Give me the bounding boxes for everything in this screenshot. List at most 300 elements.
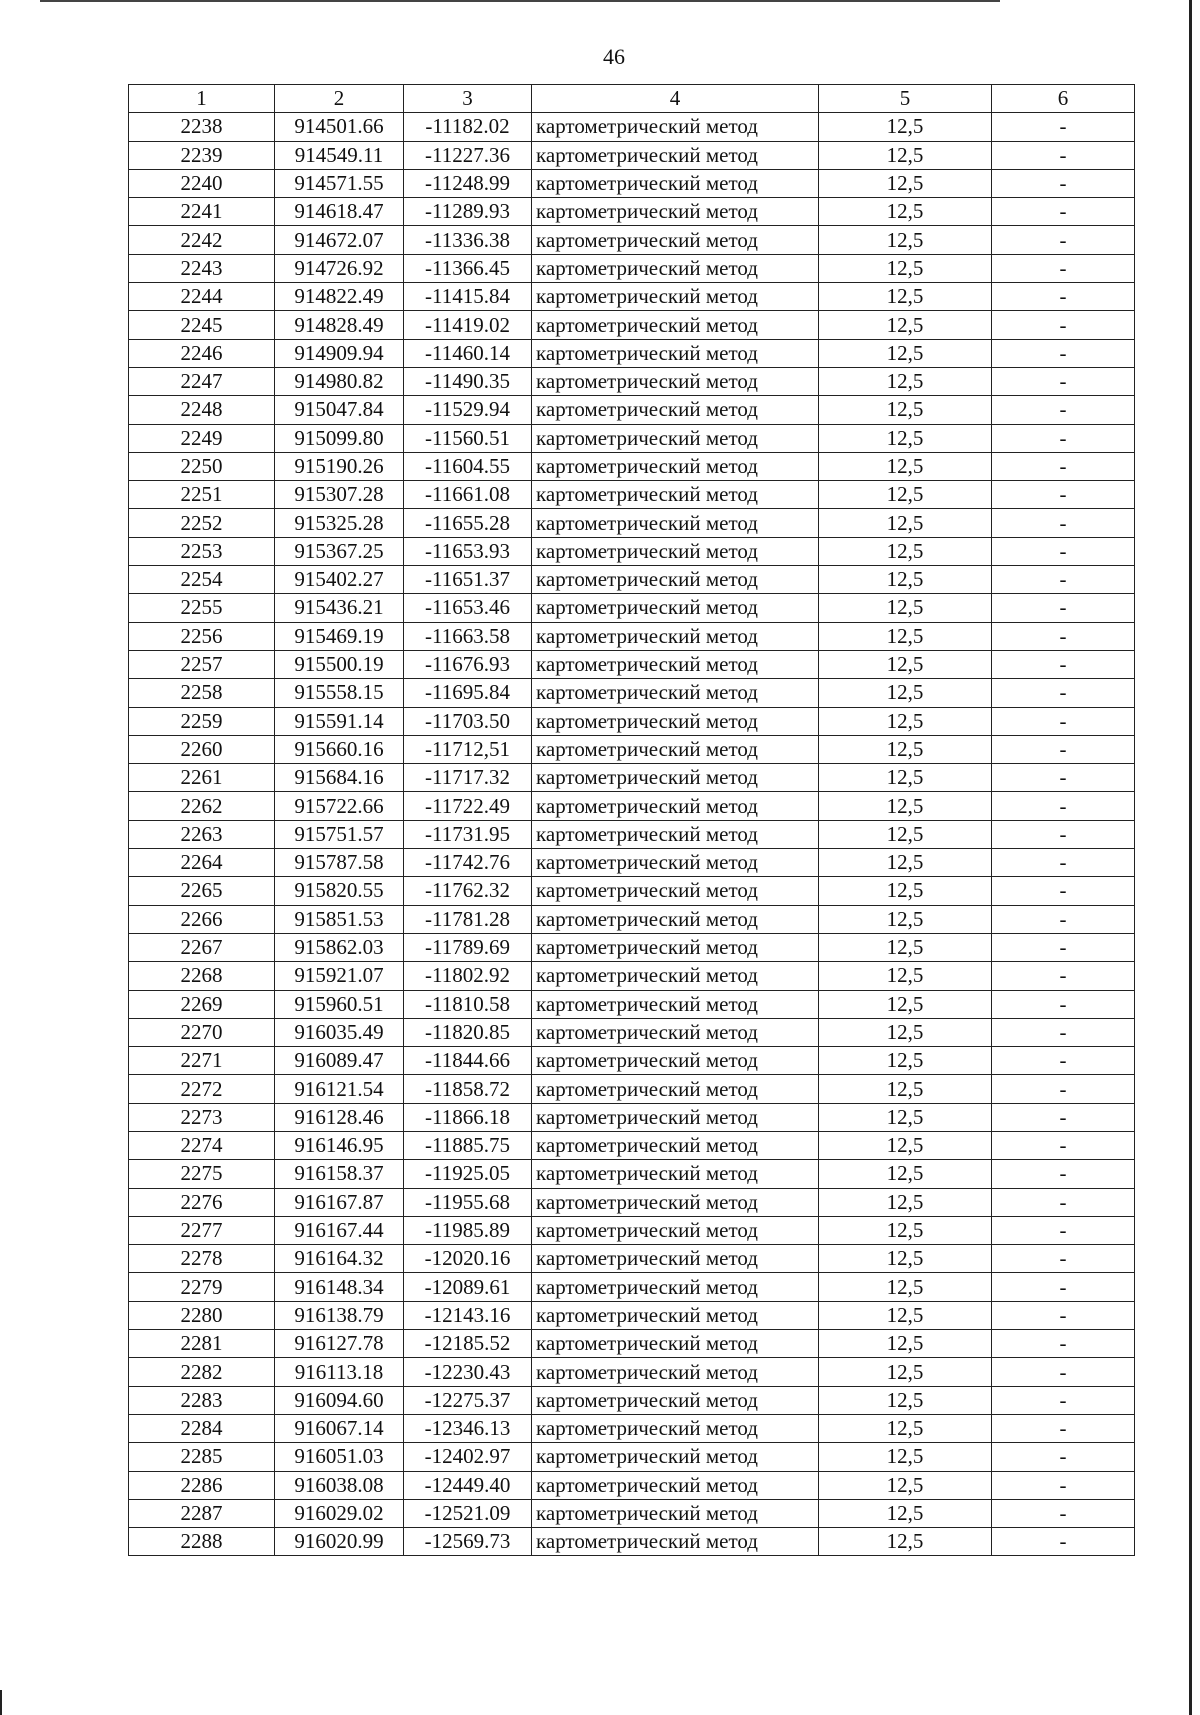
accuracy-cell: 12,5 (819, 1301, 992, 1329)
description-cell: - (992, 962, 1135, 990)
method-cell: картометрический метод (532, 735, 819, 763)
method-cell: картометрический метод (532, 367, 819, 395)
accuracy-cell: 12,5 (819, 764, 992, 792)
table-row (129, 1528, 1135, 1556)
accuracy-cell: 12,5 (819, 933, 992, 961)
point-number-cell: 2274 (129, 1131, 275, 1159)
method-cell: картометрический метод (532, 679, 819, 707)
x-coordinate-cell: 916164.32 (275, 1245, 404, 1273)
description-cell: - (992, 735, 1135, 763)
y-coordinate-cell: -11844.66 (404, 1047, 532, 1075)
y-coordinate-cell: -11810.58 (404, 990, 532, 1018)
table-row (129, 1160, 1135, 1188)
table-row (129, 1499, 1135, 1527)
method-cell: картометрический метод (532, 509, 819, 537)
table-row (129, 962, 1135, 990)
description-cell: - (992, 1386, 1135, 1414)
table-row (129, 990, 1135, 1018)
scan-edge-right (1189, 0, 1192, 1715)
table-row (129, 1414, 1135, 1442)
point-number-cell: 2239 (129, 141, 275, 169)
method-cell: картометрический метод (532, 113, 819, 141)
method-cell: картометрический метод (532, 1273, 819, 1301)
accuracy-cell: 12,5 (819, 962, 992, 990)
table-row (129, 1330, 1135, 1358)
description-cell: - (992, 905, 1135, 933)
table-row (129, 594, 1135, 622)
table-row (129, 452, 1135, 480)
y-coordinate-cell: -11651.37 (404, 566, 532, 594)
accuracy-cell: 12,5 (819, 339, 992, 367)
x-coordinate-cell: 915862.03 (275, 933, 404, 961)
description-cell: - (992, 990, 1135, 1018)
description-cell: - (992, 1499, 1135, 1527)
x-coordinate-cell: 916089.47 (275, 1047, 404, 1075)
y-coordinate-cell: -11460.14 (404, 339, 532, 367)
x-coordinate-cell: 916051.03 (275, 1443, 404, 1471)
method-cell: картометрический метод (532, 1330, 819, 1358)
table-row (129, 509, 1135, 537)
accuracy-cell: 12,5 (819, 1103, 992, 1131)
point-number-cell: 2281 (129, 1330, 275, 1358)
table-row (129, 141, 1135, 169)
description-cell: - (992, 1301, 1135, 1329)
description-cell: - (992, 113, 1135, 141)
accuracy-cell: 12,5 (819, 481, 992, 509)
description-cell: - (992, 367, 1135, 395)
y-coordinate-cell: -11722.49 (404, 792, 532, 820)
y-coordinate-cell: -12275.37 (404, 1386, 532, 1414)
accuracy-cell: 12,5 (819, 1131, 992, 1159)
method-cell: картометрический метод (532, 820, 819, 848)
table-row (129, 764, 1135, 792)
y-coordinate-cell: -11695.84 (404, 679, 532, 707)
point-number-cell: 2278 (129, 1245, 275, 1273)
description-cell: - (992, 339, 1135, 367)
method-cell: картометрический метод (532, 1216, 819, 1244)
method-cell: картометрический метод (532, 849, 819, 877)
y-coordinate-cell: -12449.40 (404, 1471, 532, 1499)
x-coordinate-cell: 916067.14 (275, 1414, 404, 1442)
y-coordinate-cell: -11529.94 (404, 396, 532, 424)
method-cell: картометрический метод (532, 452, 819, 480)
table-row (129, 1075, 1135, 1103)
table-row (129, 735, 1135, 763)
x-coordinate-cell: 915500.19 (275, 650, 404, 678)
y-coordinate-cell: -11820.85 (404, 1018, 532, 1046)
method-cell: картометрический метод (532, 1103, 819, 1131)
table-row (129, 396, 1135, 424)
point-number-cell: 2265 (129, 877, 275, 905)
x-coordinate-cell: 916029.02 (275, 1499, 404, 1527)
point-number-cell: 2247 (129, 367, 275, 395)
x-coordinate-cell: 916128.46 (275, 1103, 404, 1131)
y-coordinate-cell: -11663.58 (404, 622, 532, 650)
method-cell: картометрический метод (532, 566, 819, 594)
method-cell: картометрический метод (532, 424, 819, 452)
accuracy-cell: 12,5 (819, 820, 992, 848)
description-cell: - (992, 679, 1135, 707)
description-cell: - (992, 650, 1135, 678)
accuracy-cell: 12,5 (819, 509, 992, 537)
x-coordinate-cell: 916094.60 (275, 1386, 404, 1414)
table-row (129, 877, 1135, 905)
point-number-cell: 2248 (129, 396, 275, 424)
table-row (129, 311, 1135, 339)
column-header: 3 (404, 85, 532, 113)
table-row (129, 198, 1135, 226)
description-cell: - (992, 169, 1135, 197)
table-row (129, 1471, 1135, 1499)
description-cell: - (992, 226, 1135, 254)
method-cell: картометрический метод (532, 1188, 819, 1216)
accuracy-cell: 12,5 (819, 707, 992, 735)
x-coordinate-cell: 915190.26 (275, 452, 404, 480)
y-coordinate-cell: -12020.16 (404, 1245, 532, 1273)
description-cell: - (992, 1330, 1135, 1358)
point-number-cell: 2284 (129, 1414, 275, 1442)
description-cell: - (992, 1216, 1135, 1244)
accuracy-cell: 12,5 (819, 396, 992, 424)
y-coordinate-cell: -11802.92 (404, 962, 532, 990)
y-coordinate-cell: -11653.46 (404, 594, 532, 622)
accuracy-cell: 12,5 (819, 1018, 992, 1046)
point-number-cell: 2267 (129, 933, 275, 961)
column-header: 6 (992, 85, 1135, 113)
x-coordinate-cell: 915921.07 (275, 962, 404, 990)
method-cell: картометрический метод (532, 339, 819, 367)
accuracy-cell: 12,5 (819, 735, 992, 763)
point-number-cell: 2276 (129, 1188, 275, 1216)
method-cell: картометрический метод (532, 1075, 819, 1103)
y-coordinate-cell: -12402.97 (404, 1443, 532, 1471)
accuracy-cell: 12,5 (819, 1047, 992, 1075)
method-cell: картометрический метод (532, 990, 819, 1018)
description-cell: - (992, 1188, 1135, 1216)
accuracy-cell: 12,5 (819, 367, 992, 395)
point-number-cell: 2288 (129, 1528, 275, 1556)
method-cell: картометрический метод (532, 198, 819, 226)
y-coordinate-cell: -11858.72 (404, 1075, 532, 1103)
accuracy-cell: 12,5 (819, 311, 992, 339)
x-coordinate-cell: 916167.44 (275, 1216, 404, 1244)
x-coordinate-cell: 916138.79 (275, 1301, 404, 1329)
accuracy-cell: 12,5 (819, 1443, 992, 1471)
table-row (129, 1245, 1135, 1273)
description-cell: - (992, 452, 1135, 480)
method-cell: картометрический метод (532, 1047, 819, 1075)
accuracy-cell: 12,5 (819, 1188, 992, 1216)
y-coordinate-cell: -11731.95 (404, 820, 532, 848)
point-number-cell: 2263 (129, 820, 275, 848)
point-number-cell: 2255 (129, 594, 275, 622)
y-coordinate-cell: -11419.02 (404, 311, 532, 339)
point-number-cell: 2259 (129, 707, 275, 735)
x-coordinate-cell: 915851.53 (275, 905, 404, 933)
accuracy-cell: 12,5 (819, 254, 992, 282)
accuracy-cell: 12,5 (819, 169, 992, 197)
method-cell: картометрический метод (532, 962, 819, 990)
table-row (129, 1301, 1135, 1329)
method-cell: картометрический метод (532, 481, 819, 509)
table-row (129, 1358, 1135, 1386)
point-number-cell: 2256 (129, 622, 275, 650)
method-cell: картометрический метод (532, 1443, 819, 1471)
point-number-cell: 2261 (129, 764, 275, 792)
description-cell: - (992, 820, 1135, 848)
point-number-cell: 2258 (129, 679, 275, 707)
table-row (129, 566, 1135, 594)
x-coordinate-cell: 915367.25 (275, 537, 404, 565)
y-coordinate-cell: -12230.43 (404, 1358, 532, 1386)
method-cell: картометрический метод (532, 311, 819, 339)
method-cell: картометрический метод (532, 396, 819, 424)
point-number-cell: 2242 (129, 226, 275, 254)
method-cell: картометрический метод (532, 283, 819, 311)
accuracy-cell: 12,5 (819, 1528, 992, 1556)
point-number-cell: 2287 (129, 1499, 275, 1527)
description-cell: - (992, 622, 1135, 650)
point-number-cell: 2260 (129, 735, 275, 763)
y-coordinate-cell: -11490.35 (404, 367, 532, 395)
point-number-cell: 2283 (129, 1386, 275, 1414)
description-cell: - (992, 1131, 1135, 1159)
point-number-cell: 2243 (129, 254, 275, 282)
x-coordinate-cell: 916158.37 (275, 1160, 404, 1188)
x-coordinate-cell: 915591.14 (275, 707, 404, 735)
column-header: 4 (532, 85, 819, 113)
description-cell: - (992, 1245, 1135, 1273)
table-row (129, 622, 1135, 650)
y-coordinate-cell: -11227.36 (404, 141, 532, 169)
scan-edge-left (0, 1690, 2, 1715)
y-coordinate-cell: -11985.89 (404, 1216, 532, 1244)
x-coordinate-cell: 916127.78 (275, 1330, 404, 1358)
method-cell: картометрический метод (532, 1499, 819, 1527)
method-cell: картометрический метод (532, 254, 819, 282)
accuracy-cell: 12,5 (819, 1471, 992, 1499)
description-cell: - (992, 933, 1135, 961)
description-cell: - (992, 509, 1135, 537)
description-cell: - (992, 1103, 1135, 1131)
x-coordinate-cell: 915099.80 (275, 424, 404, 452)
y-coordinate-cell: -11366.45 (404, 254, 532, 282)
method-cell: картометрический метод (532, 1131, 819, 1159)
y-coordinate-cell: -11182.02 (404, 113, 532, 141)
method-cell: картометрический метод (532, 169, 819, 197)
accuracy-cell: 12,5 (819, 905, 992, 933)
x-coordinate-cell: 914828.49 (275, 311, 404, 339)
x-coordinate-cell: 914726.92 (275, 254, 404, 282)
table-row (129, 679, 1135, 707)
y-coordinate-cell: -12346.13 (404, 1414, 532, 1442)
column-header: 2 (275, 85, 404, 113)
accuracy-cell: 12,5 (819, 1330, 992, 1358)
x-coordinate-cell: 916035.49 (275, 1018, 404, 1046)
y-coordinate-cell: -12143.16 (404, 1301, 532, 1329)
x-coordinate-cell: 916148.34 (275, 1273, 404, 1301)
accuracy-cell: 12,5 (819, 849, 992, 877)
accuracy-cell: 12,5 (819, 877, 992, 905)
x-coordinate-cell: 914571.55 (275, 169, 404, 197)
table-row (129, 169, 1135, 197)
description-cell: - (992, 1358, 1135, 1386)
x-coordinate-cell: 914549.11 (275, 141, 404, 169)
description-cell: - (992, 198, 1135, 226)
x-coordinate-cell: 915751.57 (275, 820, 404, 848)
description-cell: - (992, 566, 1135, 594)
point-number-cell: 2241 (129, 198, 275, 226)
x-coordinate-cell: 914909.94 (275, 339, 404, 367)
x-coordinate-cell: 915787.58 (275, 849, 404, 877)
x-coordinate-cell: 915960.51 (275, 990, 404, 1018)
point-number-cell: 2238 (129, 113, 275, 141)
x-coordinate-cell: 915660.16 (275, 735, 404, 763)
x-coordinate-cell: 914618.47 (275, 198, 404, 226)
y-coordinate-cell: -11955.68 (404, 1188, 532, 1216)
accuracy-cell: 12,5 (819, 1216, 992, 1244)
y-coordinate-cell: -11712,51 (404, 735, 532, 763)
y-coordinate-cell: -11885.75 (404, 1131, 532, 1159)
description-cell: - (992, 877, 1135, 905)
table-row (129, 481, 1135, 509)
description-cell: - (992, 1528, 1135, 1556)
point-number-cell: 2275 (129, 1160, 275, 1188)
table-row (129, 537, 1135, 565)
y-coordinate-cell: -12185.52 (404, 1330, 532, 1358)
description-cell: - (992, 481, 1135, 509)
y-coordinate-cell: -12521.09 (404, 1499, 532, 1527)
scan-edge-top (40, 0, 1000, 2)
table-row (129, 1273, 1135, 1301)
table-row (129, 1018, 1135, 1046)
y-coordinate-cell: -11604.55 (404, 452, 532, 480)
point-number-cell: 2279 (129, 1273, 275, 1301)
x-coordinate-cell: 915307.28 (275, 481, 404, 509)
description-cell: - (992, 594, 1135, 622)
method-cell: картометрический метод (532, 1160, 819, 1188)
table-row (129, 792, 1135, 820)
accuracy-cell: 12,5 (819, 622, 992, 650)
method-cell: картометрический метод (532, 226, 819, 254)
x-coordinate-cell: 915722.66 (275, 792, 404, 820)
point-number-cell: 2252 (129, 509, 275, 537)
accuracy-cell: 12,5 (819, 226, 992, 254)
description-cell: - (992, 1471, 1135, 1499)
x-coordinate-cell: 916146.95 (275, 1131, 404, 1159)
method-cell: картометрический метод (532, 877, 819, 905)
table-row (129, 849, 1135, 877)
x-coordinate-cell: 915558.15 (275, 679, 404, 707)
point-number-cell: 2254 (129, 566, 275, 594)
method-cell: картометрический метод (532, 1358, 819, 1386)
y-coordinate-cell: -11717.32 (404, 764, 532, 792)
y-coordinate-cell: -11655.28 (404, 509, 532, 537)
point-number-cell: 2262 (129, 792, 275, 820)
table-row (129, 1443, 1135, 1471)
table-row (129, 1103, 1135, 1131)
table-row (129, 367, 1135, 395)
y-coordinate-cell: -11336.38 (404, 226, 532, 254)
y-coordinate-cell: -11653.93 (404, 537, 532, 565)
x-coordinate-cell: 915469.19 (275, 622, 404, 650)
method-cell: картометрический метод (532, 1386, 819, 1414)
table-row (129, 707, 1135, 735)
accuracy-cell: 12,5 (819, 141, 992, 169)
description-cell: - (992, 1018, 1135, 1046)
x-coordinate-cell: 915436.21 (275, 594, 404, 622)
coordinates-table (128, 84, 1135, 1556)
table-row (129, 113, 1135, 141)
point-number-cell: 2286 (129, 1471, 275, 1499)
accuracy-cell: 12,5 (819, 1245, 992, 1273)
method-cell: картометрический метод (532, 707, 819, 735)
x-coordinate-cell: 914980.82 (275, 367, 404, 395)
y-coordinate-cell: -11248.99 (404, 169, 532, 197)
accuracy-cell: 12,5 (819, 113, 992, 141)
method-cell: картометрический метод (532, 933, 819, 961)
accuracy-cell: 12,5 (819, 198, 992, 226)
table-row (129, 226, 1135, 254)
table-row (129, 820, 1135, 848)
accuracy-cell: 12,5 (819, 990, 992, 1018)
accuracy-cell: 12,5 (819, 1075, 992, 1103)
accuracy-cell: 12,5 (819, 792, 992, 820)
accuracy-cell: 12,5 (819, 594, 992, 622)
description-cell: - (992, 1047, 1135, 1075)
method-cell: картометрический метод (532, 1245, 819, 1273)
point-number-cell: 2249 (129, 424, 275, 452)
description-cell: - (992, 424, 1135, 452)
description-cell: - (992, 254, 1135, 282)
table-row (129, 424, 1135, 452)
x-coordinate-cell: 916020.99 (275, 1528, 404, 1556)
point-number-cell: 2280 (129, 1301, 275, 1329)
page-number: 46 (603, 44, 625, 69)
table-row (129, 254, 1135, 282)
x-coordinate-cell: 916121.54 (275, 1075, 404, 1103)
y-coordinate-cell: -11676.93 (404, 650, 532, 678)
point-number-cell: 2282 (129, 1358, 275, 1386)
description-cell: - (992, 849, 1135, 877)
accuracy-cell: 12,5 (819, 537, 992, 565)
x-coordinate-cell: 915325.28 (275, 509, 404, 537)
table-row (129, 650, 1135, 678)
table-row (129, 1047, 1135, 1075)
y-coordinate-cell: -11560.51 (404, 424, 532, 452)
point-number-cell: 2269 (129, 990, 275, 1018)
method-cell: картометрический метод (532, 141, 819, 169)
x-coordinate-cell: 914672.07 (275, 226, 404, 254)
method-cell: картометрический метод (532, 1414, 819, 1442)
method-cell: картометрический метод (532, 764, 819, 792)
method-cell: картометрический метод (532, 792, 819, 820)
column-header: 1 (129, 85, 275, 113)
point-number-cell: 2264 (129, 849, 275, 877)
method-cell: картометрический метод (532, 537, 819, 565)
description-cell: - (992, 1273, 1135, 1301)
method-cell: картометрический метод (532, 650, 819, 678)
x-coordinate-cell: 915684.16 (275, 764, 404, 792)
description-cell: - (992, 764, 1135, 792)
x-coordinate-cell: 915820.55 (275, 877, 404, 905)
accuracy-cell: 12,5 (819, 679, 992, 707)
y-coordinate-cell: -11703.50 (404, 707, 532, 735)
accuracy-cell: 12,5 (819, 452, 992, 480)
table-row (129, 339, 1135, 367)
description-cell: - (992, 792, 1135, 820)
table-row (129, 283, 1135, 311)
